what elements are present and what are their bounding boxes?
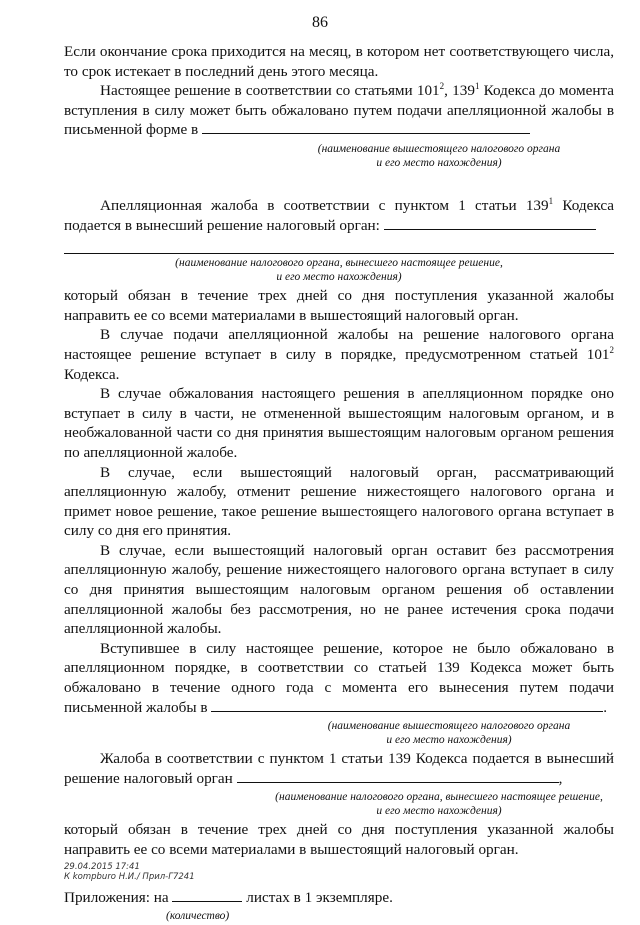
paragraph-one-year-appeal: Вступившее в силу настоящее решение, которое не было обжаловано в апелляционном порядке, в соответствии со статьей 139 Кодекса может быть обжаловано в течение одного года с момента его вынесения путем подачи письменной жалобы в . [64, 639, 614, 716]
paragraph-appeal-submission [64, 196, 614, 235]
caption-higher-authority [64, 142, 614, 170]
p2-sup1: 2 [439, 81, 445, 92]
p2-rest: Кодекса до момента вступления в силу может быть обжаловано путем подачи апелляционной жалобы в письменной форме в [64, 82, 615, 139]
footer-timestamp: 29.04.2015 17:41 [64, 862, 140, 872]
p3-text: Апелляционная жалоба в соответствии с пунктом 1 статьи 139 [100, 196, 549, 214]
caption-2-line-1: (наименование налогового органа, вынесшего настоящее решение, [175, 257, 503, 270]
caption-3-line-2: и его место нахождения) [386, 734, 512, 747]
caption-quantity-text: (количество) [166, 910, 230, 923]
footer-file-ref: К kompburo Н.И./ Прил-Г7241 [64, 872, 195, 882]
paragraph-appeal-filed [64, 325, 614, 384]
caption-issuing-authority-2 [64, 790, 614, 818]
paragraph-new-decision: В случае, если вышестоящий налоговый орган, рассматривающий апелляционную жалобу, отменит решение нижестоящего налогового органа и примет новое решение, такое решение вышестоящего налогового органа вступает в силу со дня его принятия. [64, 463, 614, 540]
p3-sup: 1 [548, 195, 554, 206]
caption-2-line-2: и его место нахождения) [276, 271, 402, 284]
caption-1-line-2: и его место нахождения) [376, 156, 502, 169]
caption-4-line-2: и его место нахождения) [376, 805, 502, 818]
paragraph-appeal-dismissed: В случае, если вышестоящий налоговый орган оставит без рассмотрения апелляционную жалобу, решение нижестоящего налогового органа вступает в силу со дня принятия вышестоящим налоговым органом решения об оставлении апелляционной жалобы без рассмотрения, но не ранее истечения срока подачи апелляционной жалобы. [64, 541, 614, 638]
paragraph-forwarding-2: который обязан в течение трех дней со дня поступления указанной жалобы направить ее со всеми материалами в вышестоящий налоговый орган. [64, 821, 614, 858]
appeal-authority-blank[interactable] [202, 121, 530, 134]
page-number: 86 [312, 14, 328, 31]
complaint-issuing-authority-blank[interactable] [237, 770, 559, 783]
document-body [64, 42, 614, 925]
paragraph-deadline: Если окончание срока приходится на месяц, в котором нет соответствующего числа, то срок истекает в последний день этого месяца. [64, 43, 614, 80]
paragraph-appeal-effect: В случае обжалования настоящего решения в апелляционном порядке оно вступает в силу в части, не отмененной вышестоящим налоговым органом, и в необжалованной части со дня принятия вышестоящим налоговым органом решения по апелляционной жалобе. [64, 385, 614, 461]
caption-quantity [64, 909, 614, 923]
issuing-authority-blank-line-2[interactable] [64, 235, 614, 254]
caption-1-line-1: (наименование вышестоящего налогового органа [317, 142, 561, 155]
p10-text: Жалоба в соответствии с пунктом 1 статьи 139 Кодекса подается в вынесший решение налоговый орган [64, 750, 614, 787]
caption-3-line-1: (наименование вышестоящего налогового органа [327, 720, 571, 733]
caption-4-line-1: (наименование налогового органа, вынесшего настоящее решение, [275, 791, 603, 804]
complaint-authority-blank[interactable] [211, 699, 603, 712]
p5-sup: 2 [609, 344, 614, 355]
p2-text: Настоящее решение в соответствии со статьями 101 [100, 82, 440, 100]
issuing-authority-blank[interactable] [384, 217, 596, 230]
p2-mid: , 139 [444, 82, 475, 100]
attachments-prefix: Приложения: на [64, 888, 169, 906]
p5-rest: Кодекса. [64, 365, 120, 383]
attachments-suffix: листах в 1 экземпляре. [246, 888, 393, 906]
caption-higher-authority-2 [64, 719, 614, 747]
paragraph-appeal-right [64, 81, 614, 140]
p3-rest: Кодекса подается в вынесший решение налоговый орган: [64, 196, 615, 234]
p5-text: В случае подачи апелляционной жалобы на решение налогового органа настоящее решение вступает в силу в порядке, предусмотренном статьей 101 [64, 326, 614, 363]
p9-text: Вступившее в силу настоящее решение, которое не было обжаловано в апелляционном порядке, в соответствии со статьей 139 Кодекса может быть обжаловано в течение одного года с момента его вынесения путем подачи письменной жалобы в [64, 639, 614, 716]
attachments-line [64, 888, 614, 908]
paragraph-forwarding: который обязан в течение трех дней со дня поступления указанной жалобы направить ее со всеми материалами в вышестоящий налоговый орган. [64, 287, 614, 324]
paragraph-complaint-submission: Жалоба в соответствии с пунктом 1 статьи 139 Кодекса подается в вынесший решение налоговый орган , [64, 750, 614, 787]
print-footer [64, 862, 195, 882]
p2-sup2: 1 [474, 81, 480, 92]
sheet-count-blank[interactable] [172, 889, 242, 902]
caption-issuing-authority [64, 256, 614, 284]
